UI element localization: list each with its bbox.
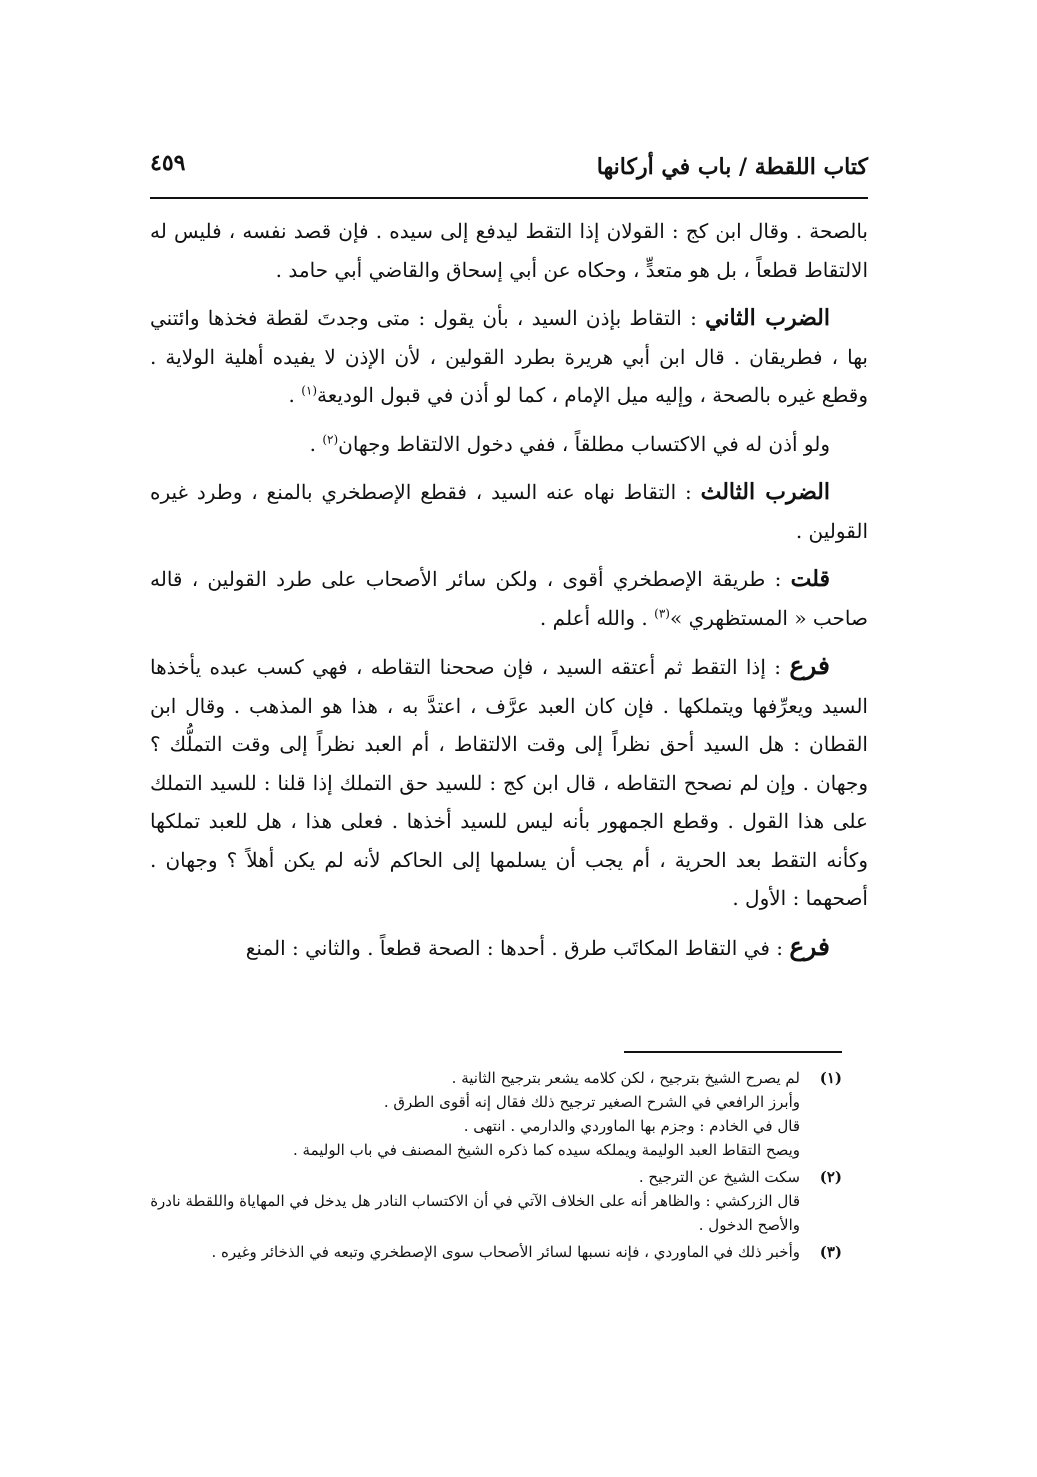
footnote-line: ويصح التقاط العبد الوليمة ويملكه سيده كما ذكره الشيخ المصنف في باب الوليمة . — [292, 1141, 800, 1159]
paragraph-heading: فرع — [789, 651, 830, 680]
paragraph-text-end: . — [288, 383, 302, 407]
footnote-line: قال الزركشي : والظاهر أنه على الخلاف الآتي في أن الاكتساب النادر هل يدخل في المهاياة واللقطة نادرة والأصح الدخول . — [150, 1192, 800, 1234]
header-rule — [150, 197, 868, 199]
footnote-marker: (٢) — [322, 431, 339, 446]
footnote-body — [140, 1240, 800, 1264]
main-text — [150, 212, 868, 977]
footnote-line: سكت الشيخ عن الترجيح . — [638, 1168, 800, 1186]
footnote-1 — [140, 1066, 842, 1162]
footnote-rule — [624, 1051, 842, 1053]
footnote-line: قال في الخادم : وجزم بها الماوردي والدارمي . انتهى . — [463, 1117, 800, 1135]
footnote-marker: (٣) — [654, 605, 670, 620]
paragraph-5 — [150, 560, 868, 637]
paragraph-7 — [150, 928, 868, 968]
footnote-line: لم يصرح الشيخ بترجيح ، لكن كلامه يشعر بترجيح الثانية . — [451, 1069, 800, 1087]
paragraph-heading: فرع — [789, 931, 830, 961]
paragraph-text: : في التقاط المكاتَب طرق . أحدها : الصحة قطعاً . والثاني : المنع — [245, 935, 790, 960]
paragraph-text: ولو أذن له في الاكتساب مطلقاً ، ففي دخول الالتقاط وجهان — [338, 431, 830, 456]
paragraph-1 — [150, 212, 868, 289]
paragraph-2 — [150, 299, 868, 415]
footnote-number: (٢) — [819, 1168, 842, 1186]
footnote-body — [140, 1165, 800, 1237]
paragraph-6 — [150, 647, 868, 918]
paragraph-text-end: . — [309, 431, 323, 456]
footnote-line: وأبرز الرافعي في الشرح الصغير ترجيح ذلك فقال إنه أقوى الطرق . — [383, 1093, 800, 1111]
paragraph-heading: الضرب الثاني — [705, 305, 830, 331]
paragraph-4 — [150, 473, 868, 550]
paragraph-text: بالصحة . وقال ابن كج : القولان إذا التقط ليدفع إلى سيده . فإن قصد نفسه ، فليس له الالتقاط قطعاً ، بل هو متعدٍّ ، وحكاه عن أبي إسحاق والقاضي أبي حامد . — [150, 219, 868, 282]
paragraph-heading: قلت — [790, 566, 830, 592]
footnote-line: وأخبر ذلك في الماوردي ، فإنه نسبها لسائر الأصحاب سوى الإصطخري وتبعه في الذخائر وغيره . — [211, 1243, 800, 1261]
paragraph-text-end: . والله أعلم . — [539, 605, 655, 630]
footnote-number: (٣) — [819, 1243, 842, 1261]
page-number: ٤٥٩ — [150, 150, 186, 176]
paragraph-3 — [150, 425, 868, 464]
paragraph-text: : إذا التقط ثم أعتقه السيد ، فإن صححنا التقاطه ، فهي كسب عبده يأخذها السيد ويعرِّفها ويتملكها . فإن كان العبد عرَّف ، اعتدَّ به ، هذا هو المذهب . وقال ابن القطان : هل السيد أحق نظراً إلى وقت الالتقاط ، أم العبد نظراً إلى وقت التملُّك ؟ وجهان . وإن لم نصحح التقاطه ، قال ابن كج : للسيد حق التملك إذا قلنا : للسيد التملك على هذا القول . وقطع الجمهور بأنه ليس للسيد أخذها . فعلى هذا ، هل للعبد تملكها وكأنه التقط بعد الحرية ، أم يجب أن يسلمها إلى الحاكم لأنه لم يكن أهلاً ؟ وجهان . أصحهما : الأول . — [150, 655, 868, 910]
page-header — [150, 148, 868, 190]
footnote-3 — [140, 1240, 842, 1264]
footnote-marker: (١) — [301, 383, 318, 398]
footnotes — [140, 1066, 842, 1267]
paragraph-text: : التقاط نهاه عنه السيد ، فقطع الإصطخري بالمنع ، وطرد غيره القولين . — [150, 480, 868, 543]
paragraph-text: : التقاط بإذن السيد ، بأن يقول : متى وجدتَ لقطة فخذها وائتني بها ، فطريقان . قال ابن أبي هريرة بطرد القولين ، لأن الإذن لا يفيده أهلية الولاية . وقطع غيره بالصحة ، وإليه ميل الإمام ، كما لو أذن في قبول الوديعة — [150, 306, 868, 407]
footnote-body — [140, 1066, 800, 1162]
paragraph-text: : طريقة الإصطخري أقوى ، ولكن سائر الأصحاب على طرد القولين ، قاله صاحب « المستظهري » — [150, 567, 868, 630]
paragraph-heading: الضرب الثالث — [700, 479, 830, 505]
footnote-2 — [140, 1165, 842, 1237]
footnote-number: (١) — [819, 1069, 842, 1087]
running-title: كتاب اللقطة / باب في أركانها — [596, 154, 868, 180]
